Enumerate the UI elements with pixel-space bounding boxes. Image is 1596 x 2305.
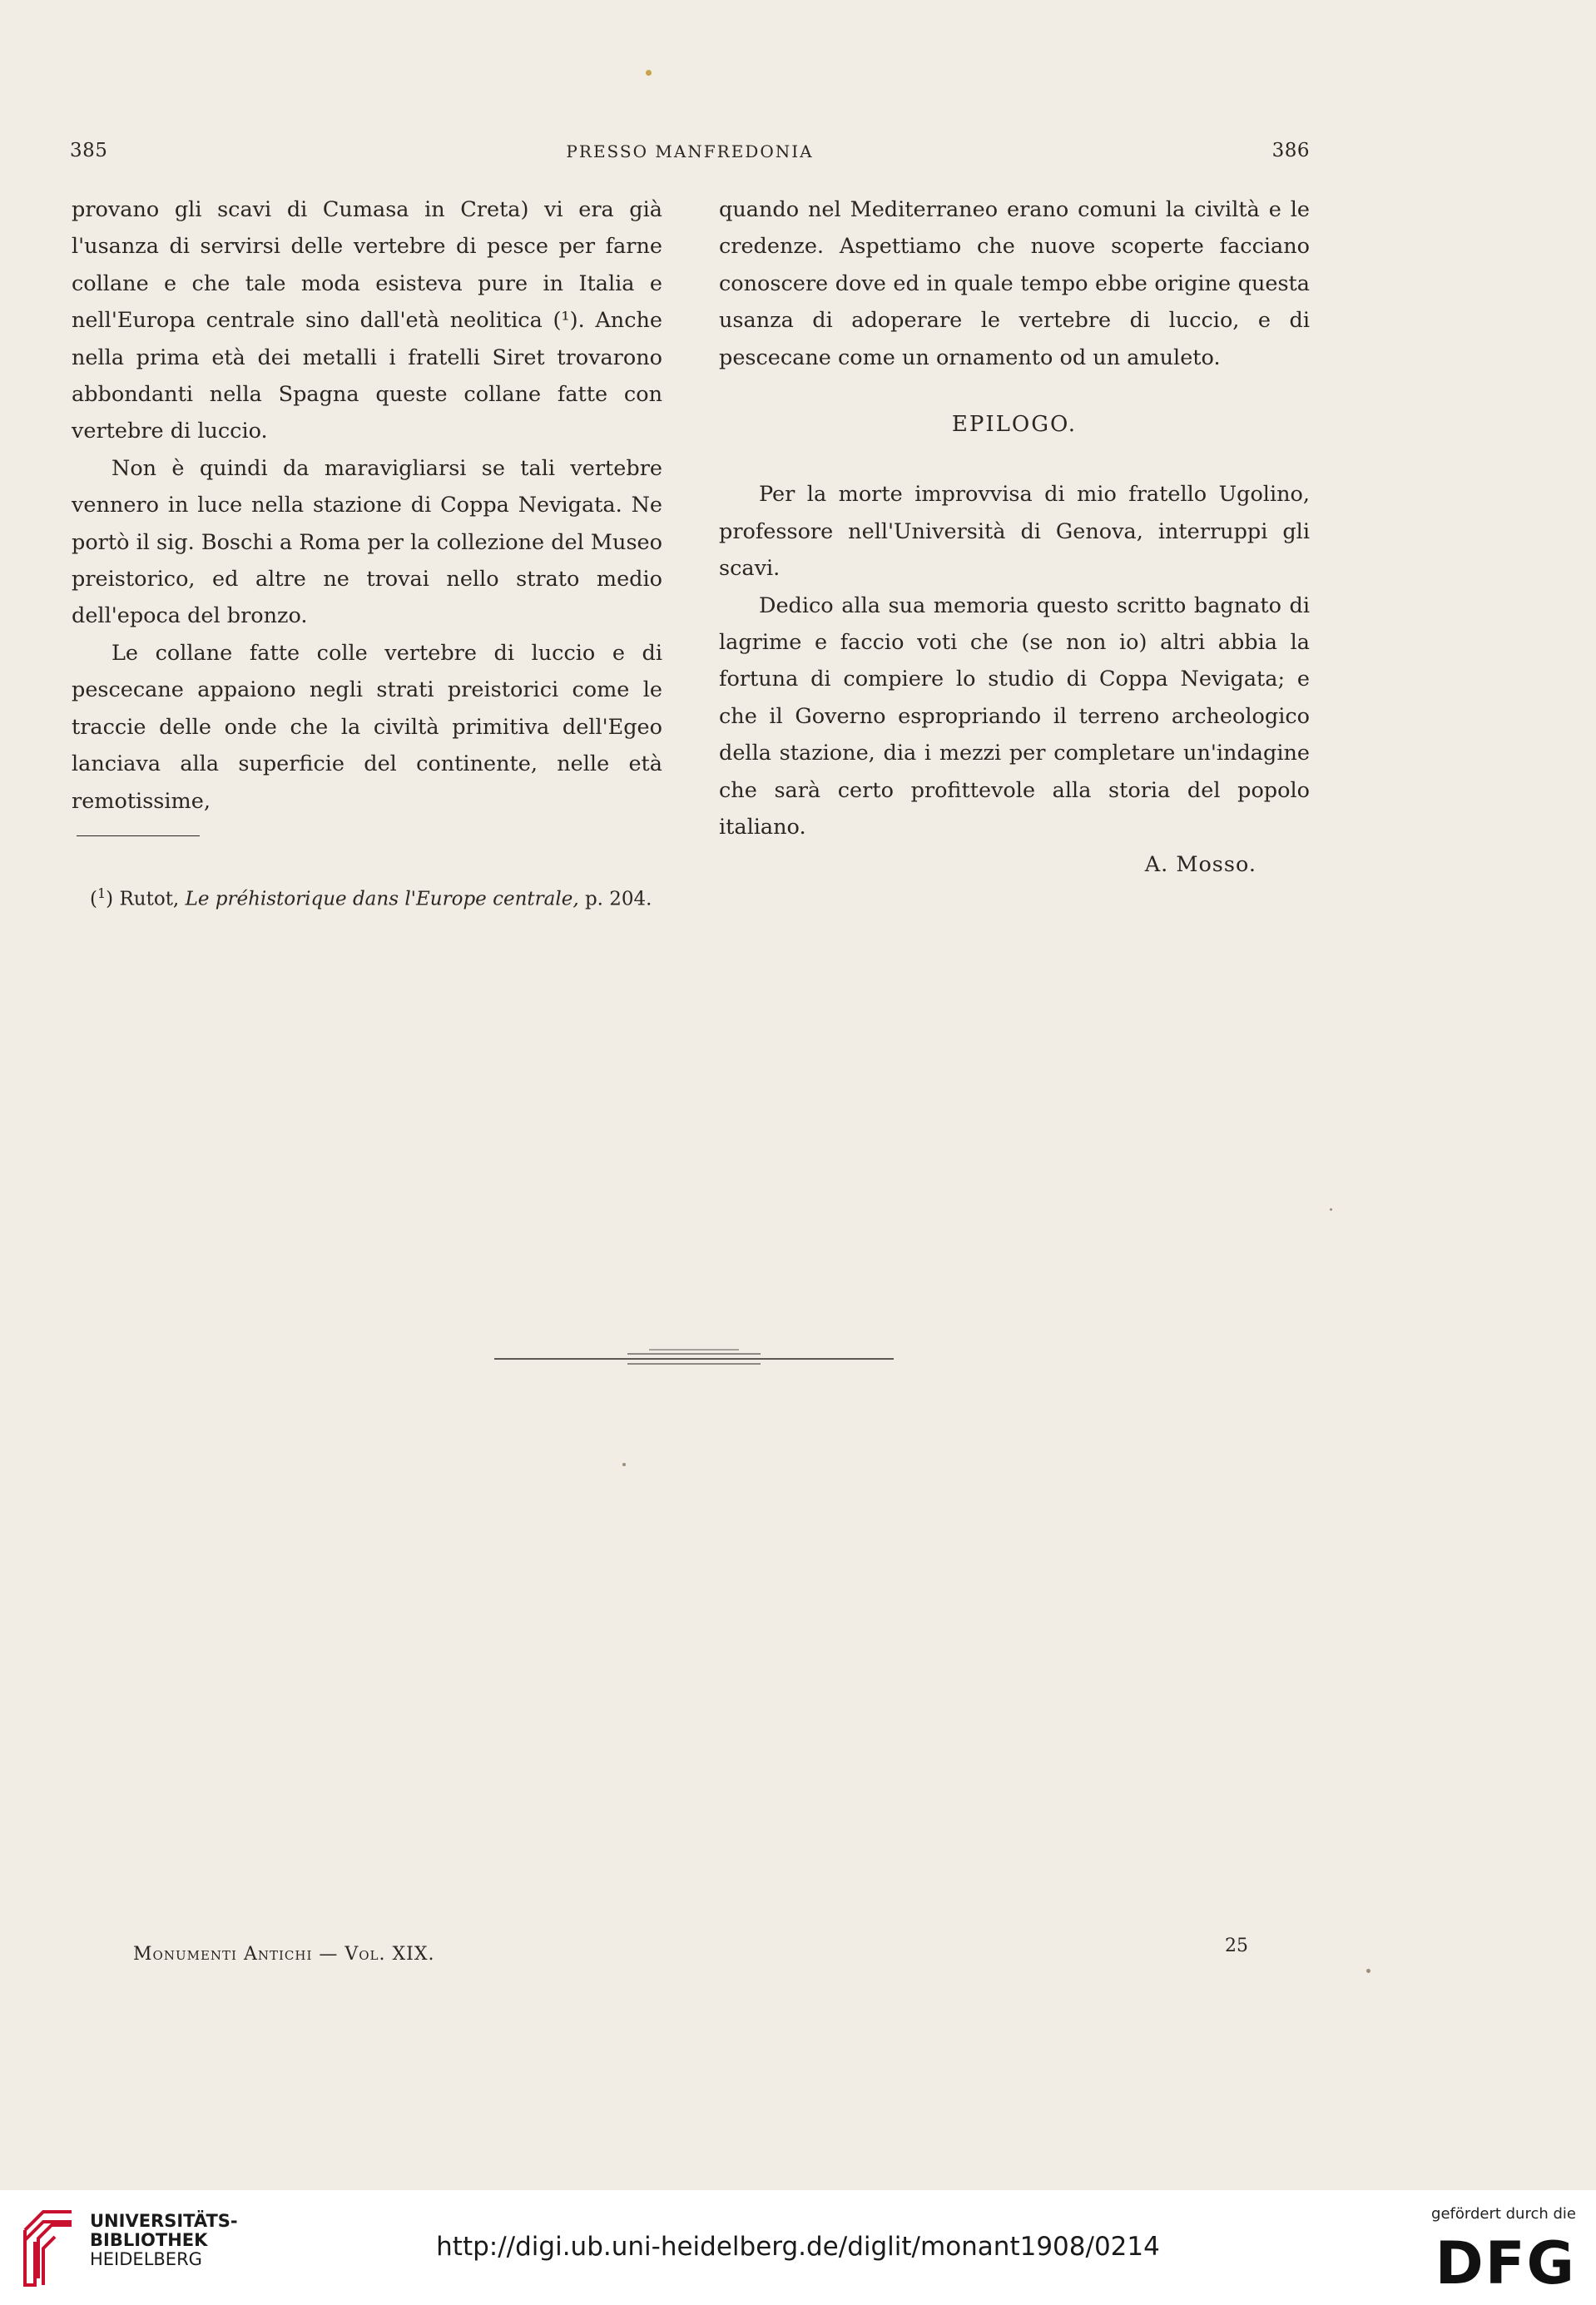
paragraph: Dedico alla sua memoria questo scritto bagnato di lagrime e faccio voti che (se non io) altri abbia la fortuna di compiere lo studio di Coppa Nevigata; e che il Governo espropriando il terreno archeologico della stazione, dia i mezzi per completare un'indagine che sarà certo profittevole alla storia del popolo italiano. <box>719 592 1310 840</box>
dust-speck <box>1330 1208 1332 1211</box>
permalink-url[interactable]: http://digi.ub.uni-heidelberg.de/diglit/monant1908/0214 <box>436 2232 1160 2262</box>
author-signature: A. Mosso. <box>1144 851 1256 877</box>
footnote-author: Rutot, <box>119 888 180 910</box>
paragraph: Per la morte improvvisa di mio fratello Ugolino, professore nell'Università di Genova, interruppi gli scavi. <box>719 482 1310 582</box>
right-column <box>719 191 1310 883</box>
footnote-mark: 1 <box>97 885 107 901</box>
funding-caption: gefördert durch die <box>1431 2205 1576 2223</box>
page-number-right: 386 <box>1271 140 1310 161</box>
signature-number: 25 <box>1225 1936 1248 1956</box>
dust-speck <box>646 70 652 76</box>
dfg-logo: DFG <box>1435 2229 1576 2298</box>
footnote: ($^1$) Rutot, Le préhistorique dans l'Europe centrale, p. 204. <box>90 885 652 910</box>
left-column <box>72 191 662 820</box>
paragraph: quando nel Mediterraneo erano comuni la civiltà e le credenze. Aspettiamo che nuove scoperte facciano conoscere dove ed in quale tempo ebbe origine questa usanza di adoperare le vertebre di luccio, e di pescecane come un ornamento od un amuleto. <box>719 197 1310 370</box>
series-title: Monumenti Antichi — Vol. XIX. <box>133 1944 435 1965</box>
dust-speck <box>1366 1969 1370 1973</box>
paragraph: Le collane fatte colle vertebre di luccio e di pescecane appaiono negli strati preistorici come le traccie delle onde che la civiltà primitiva dell'Egeo lanciava alla superficie del continente, nelle età remotissime, <box>72 640 662 814</box>
signature-line <box>133 1936 1248 1977</box>
section-title: EPILOGO. <box>951 412 1078 438</box>
footnote-page: p. 204. <box>584 888 652 910</box>
library-name-line: HEIDELBERG <box>90 2249 202 2269</box>
paragraph: Non è quindi da maravigliarsi se tali vertebre vennero in luce nella stazione di Coppa Nevigata. Ne portò il sig. Boschi a Roma per la collezione del Museo preistorico, ed altre ne trovai nello strato medio dell'epoca del bronzo. <box>72 455 662 629</box>
dust-speck <box>622 1463 626 1466</box>
library-name-line: UNIVERSITÄTS- <box>90 2211 238 2231</box>
footnote-rule <box>77 835 200 836</box>
library-name-line: BIBLIOTHEK <box>90 2230 208 2250</box>
digitization-footer <box>0 2190 1596 2305</box>
paragraph: provano gli scavi di Cumasa in Creta) vi era già l'usanza di servirsi delle vertebre di pesce per farne collane e che tale moda esisteva pure in Italia e nell'Europa centrale sino dall'età neolitica (¹). Anche nella prima età dei metalli i fratelli Siret trovarono abbondanti nella Spagna queste collane fatte con vertebre di luccio. <box>72 197 662 444</box>
running-title: PRESSO MANFREDONIA <box>566 141 814 161</box>
end-ornament-rule <box>494 1346 894 1366</box>
footnote-title: Le préhistorique dans l'Europe centrale, <box>185 888 579 910</box>
page-number-left: 385 <box>70 140 108 161</box>
running-head <box>70 140 1310 170</box>
